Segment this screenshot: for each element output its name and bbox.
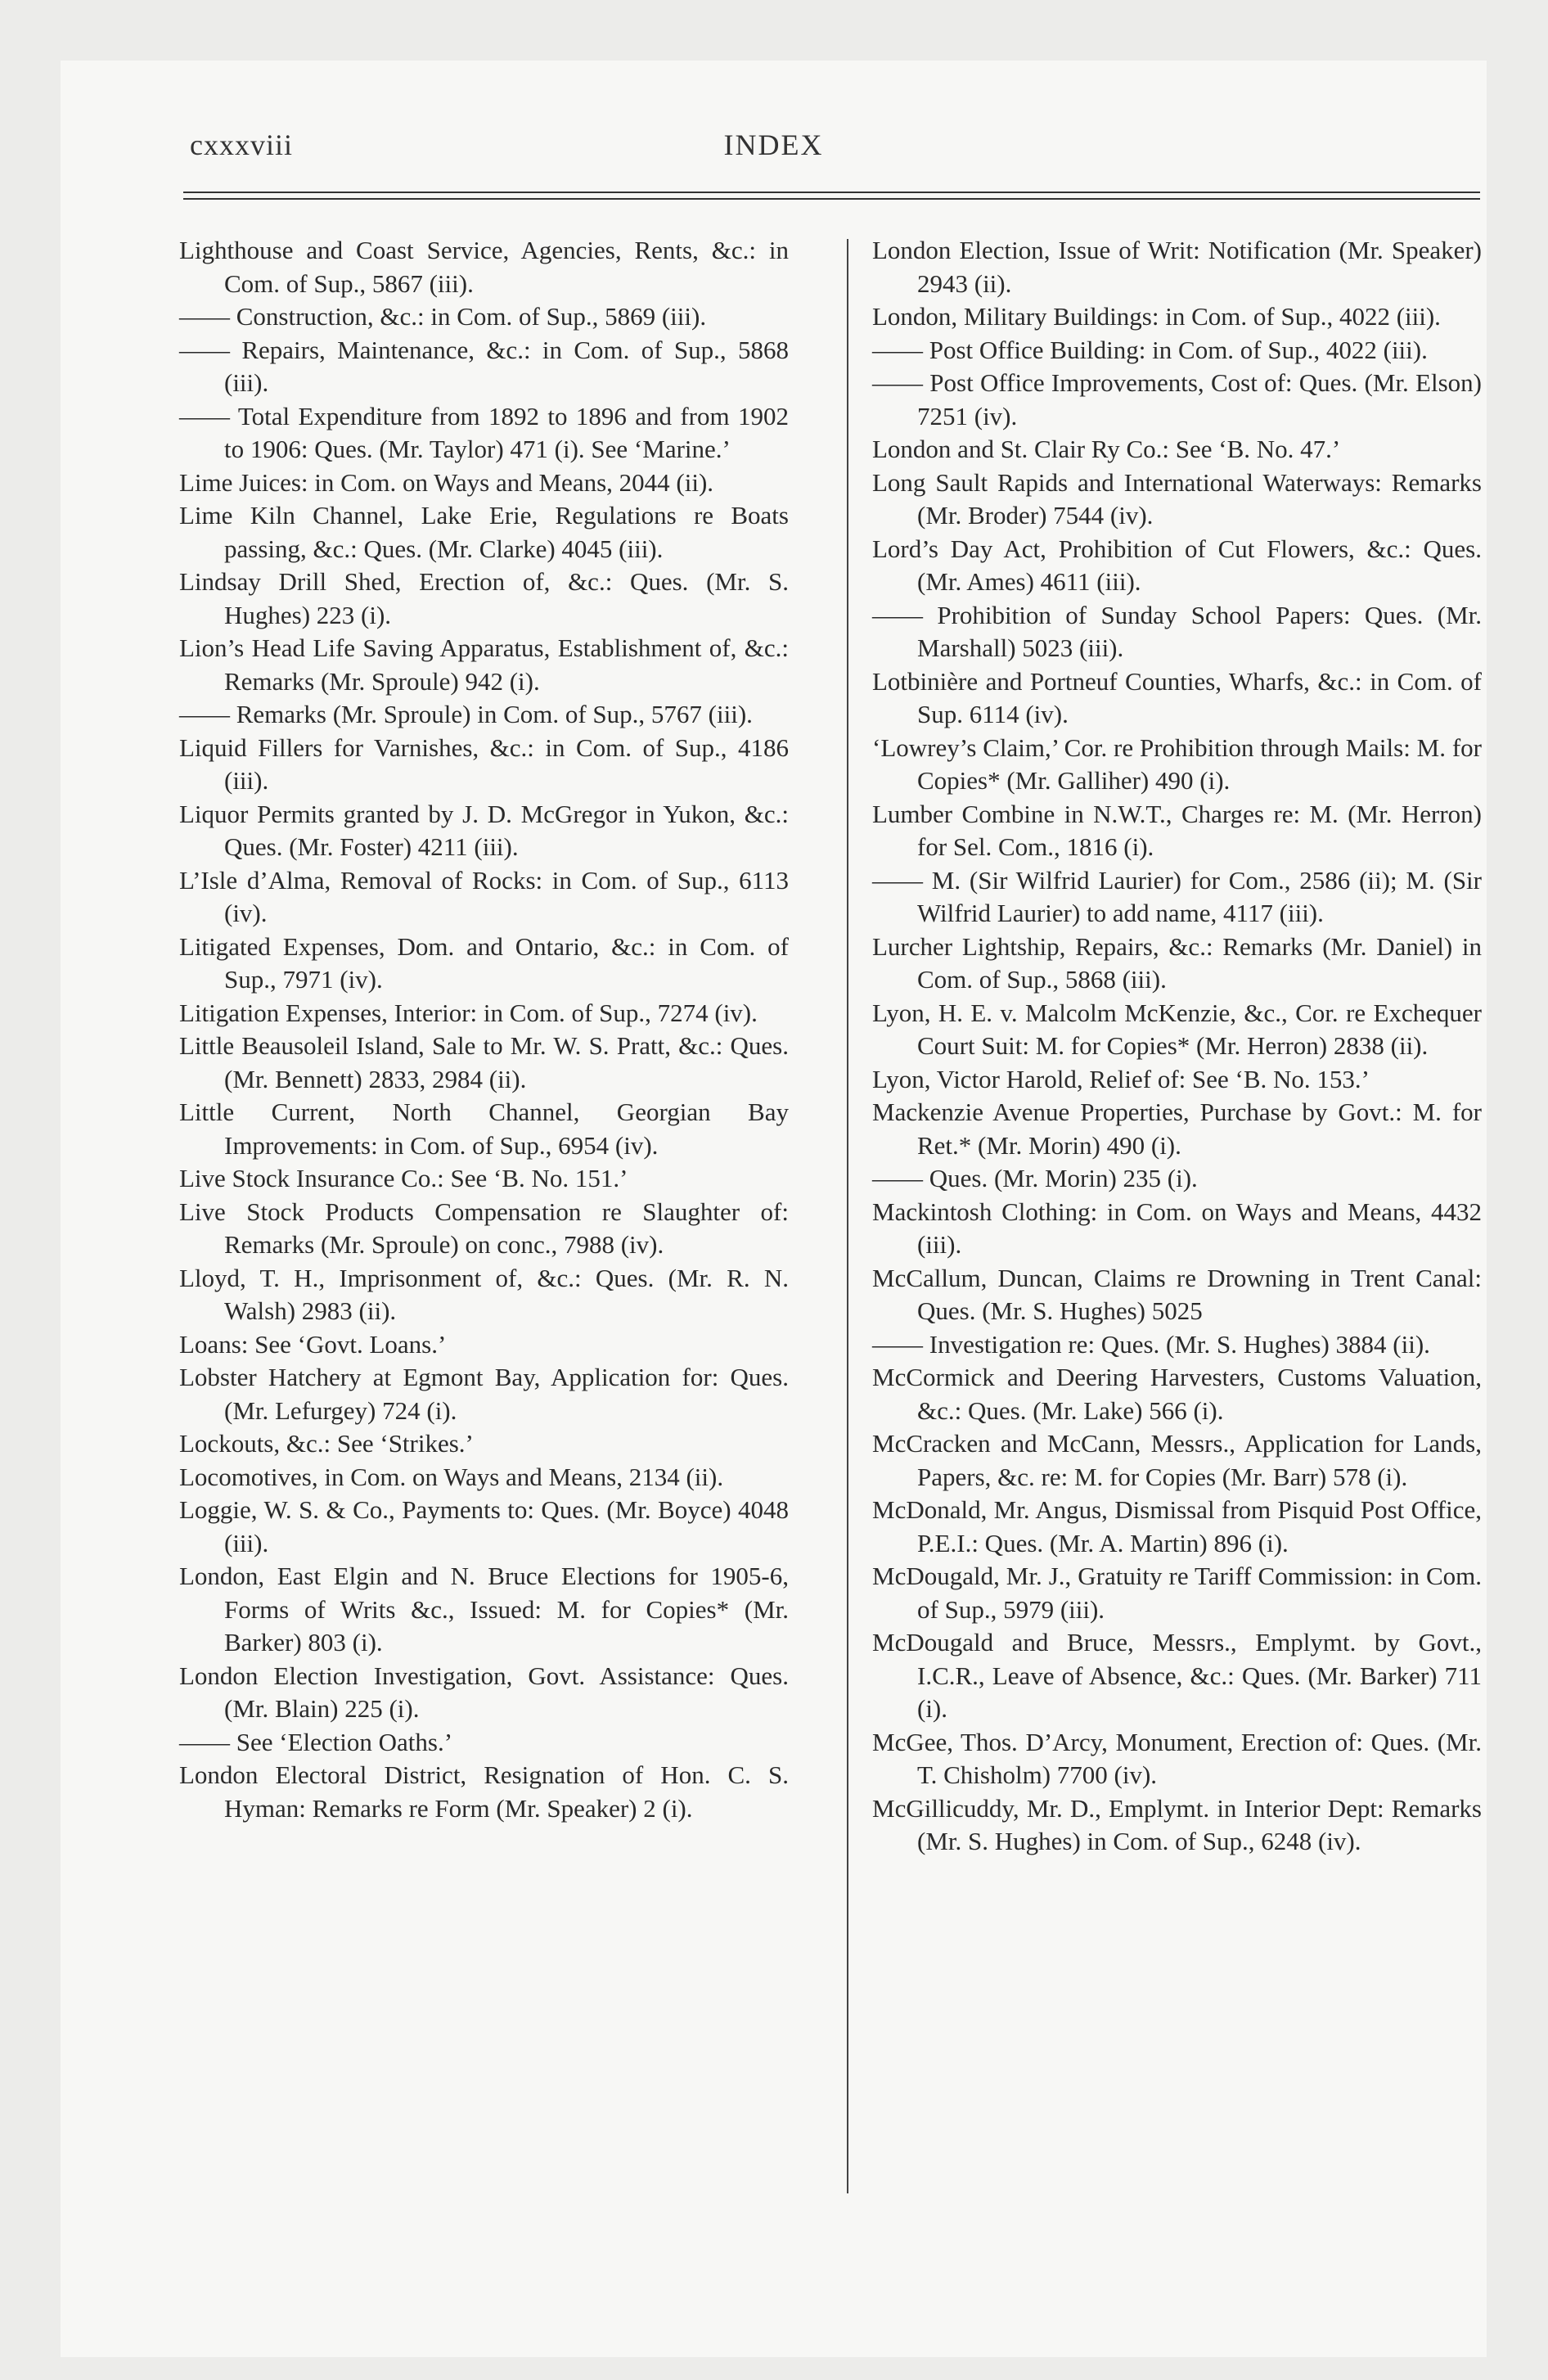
- index-entry: —— Post Office Improvements, Cost of: Ques. (Mr. Elson) 7251 (iv).: [872, 368, 1482, 430]
- index-entry: Locomotives, in Com. on Ways and Means, 2134 (ii).: [179, 1462, 724, 1491]
- header-rule-lower: [183, 198, 1480, 200]
- index-entry: Lyon, Victor Harold, Relief of: See ‘B. No. 153.’: [872, 1064, 1370, 1093]
- index-entry: McGee, Thos. D’Arcy, Monument, Erection of: Ques. (Mr. T. Chisholm) 7700 (iv).: [872, 1727, 1482, 1789]
- index-entry: —— Total Expenditure from 1892 to 1896 and from 1902 to 1906: Ques. (Mr. Taylor) 471 (i). See ‘Marine.’: [179, 401, 789, 463]
- index-entry: Little Beausoleil Island, Sale to Mr. W. S. Pratt, &c.: Ques. (Mr. Bennett) 2833, 2984 (ii).: [179, 1031, 789, 1093]
- index-entry: Litigation Expenses, Interior: in Com. of Sup., 7274 (iv).: [179, 998, 758, 1027]
- index-entry: —— Repairs, Maintenance, &c.: in Com. of Sup., 5868 (iii).: [179, 335, 789, 397]
- index-entry: Lord’s Day Act, Prohibition of Cut Flowers, &c.: Ques. (Mr. Ames) 4611 (iii).: [872, 534, 1482, 596]
- index-entry: McCallum, Duncan, Claims re Drowning in Trent Canal: Ques. (Mr. S. Hughes) 5025: [872, 1263, 1482, 1325]
- index-entry: McDougald, Mr. J., Gratuity re Tariff Commission: in Com. of Sup., 5979 (iii).: [872, 1562, 1482, 1624]
- index-entry: ‘Lowrey’s Claim,’ Cor. re Prohibition through Mails: M. for Copies* (Mr. Galliher) 490 (i).: [872, 732, 1482, 795]
- page-title: INDEX: [723, 128, 824, 161]
- index-entry: London Election, Issue of Writ: Notification (Mr. Speaker) 2943 (ii).: [872, 236, 1482, 298]
- index-entry: Litigated Expenses, Dom. and Ontario, &c.: in Com. of Sup., 7971 (iv).: [179, 931, 789, 994]
- index-entry: Lockouts, &c.: See ‘Strikes.’: [179, 1429, 474, 1458]
- page: [61, 61, 1487, 2357]
- index-entry: McCracken and McCann, Messrs., Application for Lands, Papers, &c. re: M. for Copies (Mr. Barr) 578 (i).: [872, 1429, 1482, 1491]
- index-column-right: [872, 234, 1482, 1859]
- index-entry: Lyon, H. E. v. Malcolm McKenzie, &c., Cor. re Exchequer Court Suit: M. for Copies* (Mr. Herron) 2838 (ii).: [872, 998, 1482, 1060]
- index-entry: —— Remarks (Mr. Sproule) in Com. of Sup., 5767 (iii).: [179, 700, 753, 728]
- index-entry: London, East Elgin and N. Bruce Elections for 1905-6, Forms of Writs &c., Issued: M. for Copies* (Mr. Barker) 803 (i).: [179, 1562, 789, 1657]
- index-entry: Live Stock Insurance Co.: See ‘B. No. 151.’: [179, 1164, 628, 1192]
- index-entry: —— Investigation re: Ques. (Mr. S. Hughes) 3884 (ii).: [872, 1329, 1430, 1359]
- index-entry: Mackintosh Clothing: in Com. on Ways and Means, 4432 (iii).: [872, 1197, 1482, 1259]
- index-entry: Lloyd, T. H., Imprisonment of, &c.: Ques. (Mr. R. N. Walsh) 2983 (ii).: [179, 1263, 789, 1325]
- index-entry: —— M. (Sir Wilfrid Laurier) for Com., 2586 (ii); M. (Sir Wilfrid Laurier) to add name, 4117 (iii).: [872, 865, 1482, 927]
- index-entry: Lotbinière and Portneuf Counties, Wharfs, &c.: in Com. of Sup. 6114 (iv).: [872, 666, 1482, 728]
- index-entry: —— Ques. (Mr. Morin) 235 (i).: [872, 1164, 1198, 1192]
- index-entry: McDonald, Mr. Angus, Dismissal from Pisquid Post Office, P.E.I.: Ques. (Mr. A. Martin) 896 (i).: [872, 1495, 1482, 1557]
- index-entry: McGillicuddy, Mr. D., Emplymt. in Interior Dept: Remarks (Mr. S. Hughes) in Com. of Sup., 6248 (iv).: [872, 1793, 1482, 1855]
- index-entry: —— Post Office Building: in Com. of Sup., 4022 (iii).: [872, 335, 1428, 364]
- index-entry: London, Military Buildings: in Com. of Sup., 4022 (iii).: [872, 302, 1441, 331]
- index-entry: McCormick and Deering Harvesters, Customs Valuation, &c.: Ques. (Mr. Lake) 566 (i).: [872, 1363, 1482, 1425]
- index-entry: Lurcher Lightship, Repairs, &c.: Remarks (Mr. Daniel) in Com. of Sup., 5868 (iii).: [872, 931, 1482, 994]
- index-entry: L’Isle d’Alma, Removal of Rocks: in Com. of Sup., 6113 (iv).: [179, 865, 789, 927]
- index-entry: Liquid Fillers for Varnishes, &c.: in Com. of Sup., 4186 (iii).: [179, 732, 789, 795]
- index-column-left: [179, 234, 789, 1825]
- index-entry: Lindsay Drill Shed, Erection of, &c.: Ques. (Mr. S. Hughes) 223 (i).: [179, 567, 789, 629]
- index-entry: Live Stock Products Compensation re Slaughter of: Remarks (Mr. Sproule) on conc., 7988 (iv).: [179, 1197, 789, 1259]
- index-entry: Mackenzie Avenue Properties, Purchase by Govt.: M. for Ret.* (Mr. Morin) 490 (i).: [872, 1098, 1482, 1160]
- column-divider: [847, 239, 848, 2193]
- index-entry: —— Prohibition of Sunday School Papers: Ques. (Mr. Marshall) 5023 (iii).: [872, 600, 1482, 662]
- index-entry: McDougald and Bruce, Messrs., Emplymt. by Govt., I.C.R., Leave of Absence, &c.: Ques. (Mr. Barker) 711 (i).: [872, 1628, 1482, 1723]
- index-entry: Loans: See ‘Govt. Loans.’: [179, 1329, 447, 1359]
- index-entry: Little Current, North Channel, Georgian Bay Improvements: in Com. of Sup., 6954 (iv).: [179, 1098, 789, 1160]
- index-entry: Lumber Combine in N.W.T., Charges re: M. (Mr. Herron) for Sel. Com., 1816 (i).: [872, 799, 1482, 861]
- index-entry: London and St. Clair Ry Co.: See ‘B. No. 47.’: [872, 435, 1341, 463]
- index-entry: Lighthouse and Coast Service, Agencies, Rents, &c.: in Com. of Sup., 5867 (iii).: [179, 236, 789, 298]
- index-entry: Liquor Permits granted by J. D. McGregor in Yukon, &c.: Ques. (Mr. Foster) 4211 (iii).: [179, 799, 789, 861]
- index-entry: London Election Investigation, Govt. Assistance: Ques. (Mr. Blain) 225 (i).: [179, 1661, 789, 1723]
- index-entry: Lion’s Head Life Saving Apparatus, Establishment of, &c.: Remarks (Mr. Sproule) 942 (i).: [179, 633, 789, 696]
- index-entry: Lime Juices: in Com. on Ways and Means, 2044 (ii).: [179, 467, 714, 497]
- index-entry: Lime Kiln Channel, Lake Erie, Regulations re Boats passing, &c.: Ques. (Mr. Clarke) 4045 (iii).: [179, 501, 789, 563]
- index-entry: Loggie, W. S. & Co., Payments to: Ques. (Mr. Boyce) 4048 (iii).: [179, 1495, 789, 1557]
- index-entry: —— See ‘Election Oaths.’: [179, 1727, 453, 1756]
- index-entry: Lobster Hatchery at Egmont Bay, Application for: Ques. (Mr. Lefurgey) 724 (i).: [179, 1363, 789, 1425]
- index-entry: London Electoral District, Resignation of Hon. C. S. Hyman: Remarks re Form (Mr. Speaker) 2 (i).: [179, 1760, 789, 1823]
- page-number: cxxxviii: [190, 128, 293, 161]
- index-entry: —— Construction, &c.: in Com. of Sup., 5869 (iii).: [179, 302, 707, 331]
- header-rule: [183, 192, 1480, 193]
- index-entry: Long Sault Rapids and International Waterways: Remarks (Mr. Broder) 7544 (iv).: [872, 467, 1482, 530]
